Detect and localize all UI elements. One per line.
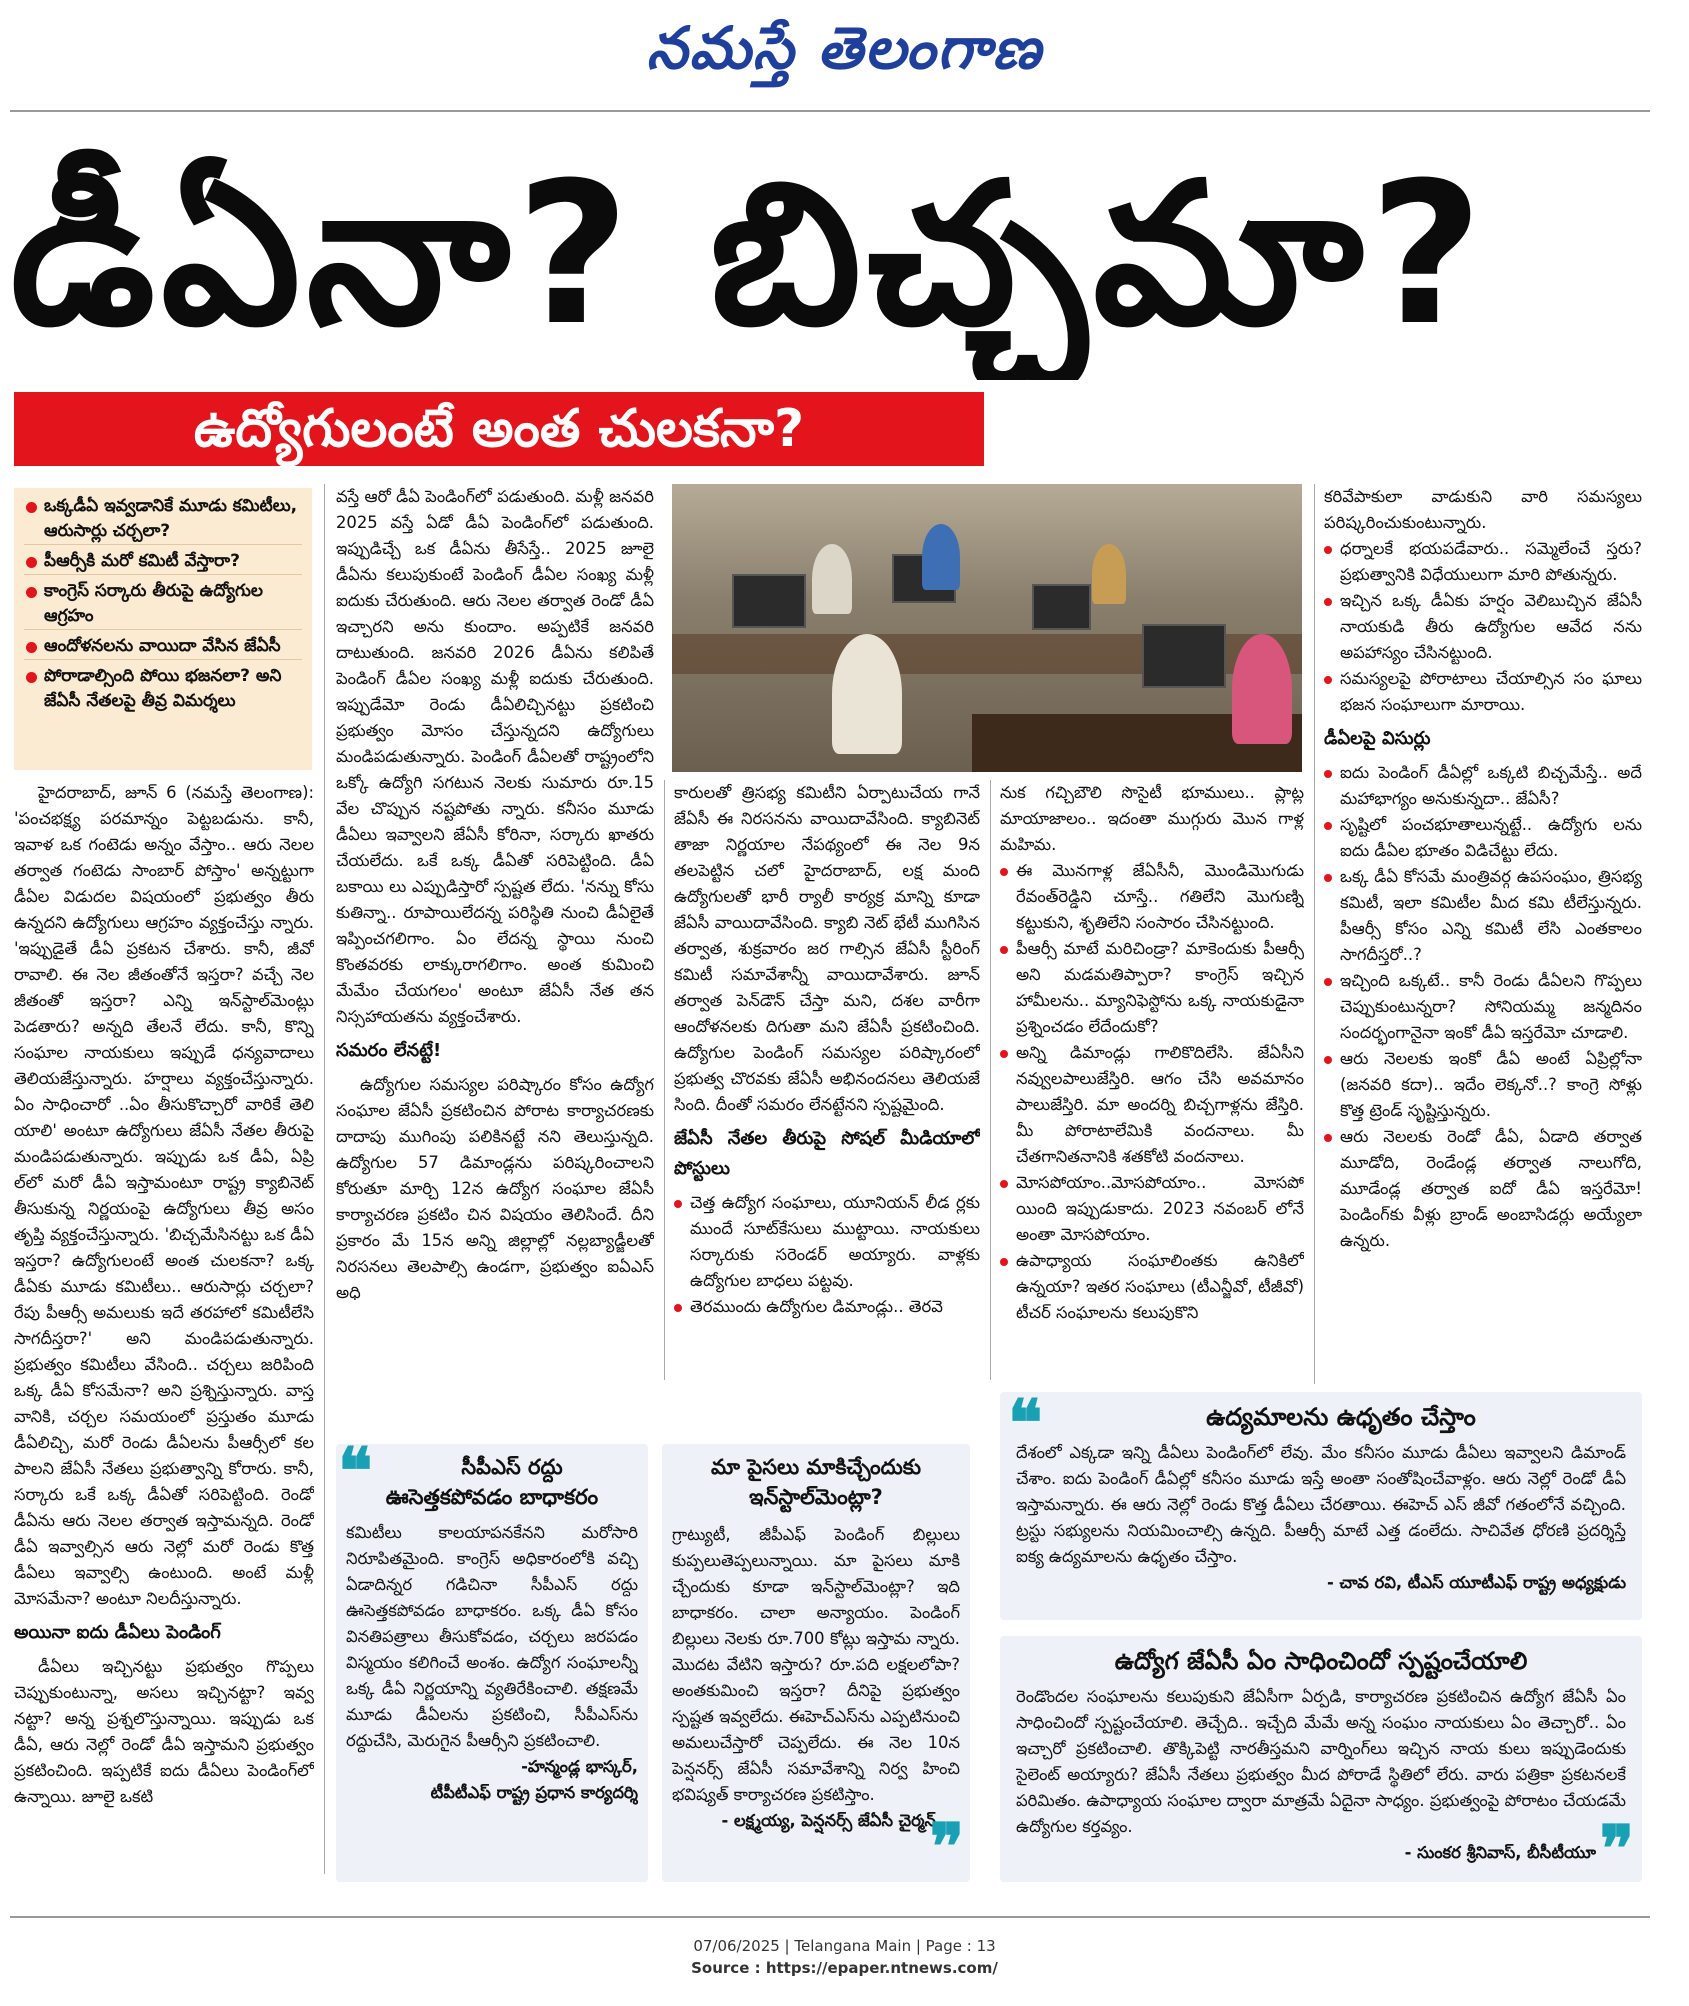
column-divider: [324, 484, 325, 1874]
box-title: సీపీఎస్ రద్దు: [461, 1455, 563, 1479]
article-text: డీఏలు ఇచ్చినట్టు ప్రభుత్వం గొప్పలు చెప్పుకుంటున్నా, అసలు ఇచ్చినట్టా? ఇవ్వ నట్టా? అన్న ప్రశ్నలొస్తున్నాయి. ఇప్పుడు ఒక డీఏ, ఆరు నెల్లో రెండో డీఏ ఇస్తామని ప్రభుత్వం ప్రకటించింది. ఇప్పటికే ఐదు డీఏలు పెండింగ్‌లో ఉన్నాయి. జూలై ఒకటి: [14, 1657, 314, 1806]
footer-source[interactable]: Source : https://epaper.ntnews.com/: [691, 1959, 998, 1977]
highlight-item: పీఆర్సీకి మరో కమిటీ వేస్తారా?: [24, 549, 302, 575]
bullet-item: ధర్నాలకే భయపడేవారు.. సమ్మెలేంచే స్తరు? ప్రభుత్వానికి విధేయులుగా మారి పోతున్నరు.: [1324, 536, 1642, 588]
box-text: రెండొందల సంఘాలను కలుపుకుని జేఏసీగా ఏర్పడి, కార్యాచరణ ప్రకటించిన ఉద్యోగ జేఏసీ ఏం సాధించిందో స్పష్టంచేయాలి. తెచ్చేది.. ఇచ్చేది మేమే అన్న సంఘం నాయకులు ఏం తెచ్చారో.. ఏం ఇచ్చారో ప్రకటించాలి. తొక్కిపెట్టి నారతీస్తమని వార్నింగ్‌లు ఇచ్చిన నాయ కులు ఇప్పుడెందుకు సైలెంట్ అయ్యారు? జేఏసీ నేతలు ప్రభుత్వం మీద పోరాడే స్థితిలో లేరు. వారు పత్రికా ప్రకటనలకే పరిమితం. ఉపాధ్యాయ సంఘాల ద్వారా మాత్రమే ఏదైనా సాధ్యం. ప్రభుత్వంపై పోరాటం చేయడమే ఉద్యోగుల కర్తవ్యం.: [1016, 1687, 1626, 1836]
bullet-item: సమస్యలపై పోరాటాలు చేయాల్సిన సం ఘాలు భజన సంఘాలుగా మారాయి.: [1324, 666, 1642, 718]
box-signature: - చావ రవి, టీఎస్ యూటీఎఫ్ రాష్ట్ర అధ్యక్షుడు: [1327, 1573, 1626, 1592]
bullet-list: [1324, 536, 1642, 718]
column-divider: [664, 780, 665, 1380]
quote-box-pensioners: [662, 1444, 970, 1885]
box-title: ఉద్యమాలను ఉధృతం చేస్తాం: [1206, 1403, 1476, 1431]
column-divider: [990, 780, 991, 1380]
box-text: కమిటీలు కాలయాపనకేనని మరోసారి నిరూపితమైంది. కాంగ్రెస్ అధికారంలోకి వచ్చి ఏడాదిన్నర గడిచినా సీపీఎస్ రద్దు ఊసెత్తకపోవడం బాధాకరం. ఒక్క డీఏ కోసం వినతిపత్రాలు తీసుకోవడం, చర్చలు జరపడం విస్మయం కలిగించే అంశం. ఉద్యోగ సంఘాలన్నీ ఒక్క డీఏ నిర్ణయాన్ని వ్యతిరేకించాలి. తక్షణమే మూడు డీఏలను ప్రకటించి, సీపీఎస్‌ను రద్దుచేసి, మెరుగైన పీఆర్సీని ప్రకటించాలి.: [346, 1523, 638, 1750]
subheadline-bar: ఉద్యోగులంటే అంత చులకనా?: [14, 392, 984, 466]
box-title: ఉద్యోగ జేఏసీ ఏం సాధించిందో స్పష్టంచేయాలి: [1114, 1647, 1528, 1675]
bullet-list: [1000, 858, 1304, 1326]
quote-mark-icon: ❞: [1599, 1812, 1634, 1887]
quote-mark-icon: ❝: [338, 1434, 373, 1509]
article-column-5: [1324, 484, 1642, 1384]
box-text: దేశంలో ఎక్కడా ఇన్ని డీఏలు పెండింగ్‌లో లేవు. మేం కనీసం మూడు డీఏలు ఇవ్వాలని డిమాండ్ చేశాం. ఐదు పెండింగ్ డీఏల్లో కనీసం మూడు ఇస్తే అంతా సంతోషించేవాళ్లం. ఆరు నెల్లో రెండో డీఏ ఇస్తామన్నారు. ఈ ఆరు నెల్లో రెండు కొత్త డీఏలు చేరతాయి. ఈహెచ్ ఎస్ జీవో గతంలోనే వచ్చింది. ట్రస్టు సభ్యులను నియమించాల్సి ఉన్నది. పీఆర్సీ మాటే ఎత్త డంలేదు. సాచివేత ధోరణి ప్రదర్శిస్తే ఐక్య ఉద్యమాలను ఉధృతం చేస్తాం.: [1016, 1443, 1626, 1566]
section-heading: జేఏసీ నేతల తీరుపై సోషల్ మీడియాలో పోస్టులు: [674, 1128, 980, 1179]
bullet-item: సృష్టిలో పంచభూతాలున్నట్టే.. ఉద్యోగు లను ఐదు డీఏల భూతం విడిచేట్టు లేదు.: [1324, 812, 1642, 864]
bullet-item: ఉపాధ్యాయ సంఘాలింతకు ఉనికిలో ఉన్నయా? ఇతర సంఘాలు (టీఎన్జీవో, టీజీవో) టీచర్ సంఘాలను కలుపుకొని: [1000, 1248, 1304, 1326]
bullet-item: అన్ని డిమాండ్లు గాలికొదిలేసి. జేఏసీని నవ్వులపాలుజేస్తిరి. ఆగం చేసి అవమానం పాలుజేస్తిరి. మా అందర్ని బిచ్చగాళ్లను జేస్తిరి. మీ పోరాటాలేమికి వందనాలు. మీ చేతగానితనానికి శతకోటి వందనాలు.: [1000, 1040, 1304, 1170]
quote-mark-icon: ❞: [929, 1810, 964, 1885]
bullet-item: తెరముందు ఉద్యోగుల డిమాండ్లు.. తెరవె: [674, 1294, 980, 1320]
footer-date-page: 07/06/2025 | Telangana Main | Page : 13: [693, 1937, 996, 1955]
box-signature: - సుంకర శ్రీనివాస్, బీసీటీయూ: [1404, 1843, 1596, 1862]
box-signature: -హన్మండ్ల భాస్కర్,: [521, 1757, 638, 1776]
article-column-2: [336, 484, 654, 1384]
bullet-item: ఇచ్చిన ఒక్క డీఏకు హర్షం వెలిబుచ్చిన జేఏసీ నాయకుడి తీరు ఉద్యోగుల ఆవేద నను అపహాస్యం చేసినట్టుంది.: [1324, 588, 1642, 666]
bullet-item: చెత్త ఉద్యోగ సంఘాలు, యూనియన్ లీడ ర్లకు ముందే సూట్‌కేసులు ముట్టాయి. నాయకులు సర్కారుకు సరెండర్ అయ్యారు. వాళ్లకు ఉద్యోగుల బాధలు పట్టవు.: [674, 1190, 980, 1294]
bullet-item: ఇచ్చింది ఒక్కటే.. కానీ రెండు డీఏలని గొప్పలు చెప్పుకుంటున్నరా? సోనియమ్మ జన్మదినం సందర్భంగానైనా ఇంకో డీఏ ఇస్తరేమో చూడాలి.: [1324, 968, 1642, 1046]
article-text: కారులతో త్రిసభ్య కమిటీని ఏర్పాటుచేయ గానే జేఏసీ ఈ నిరసనను వాయిదావేసింది. క్యాబినెట్ తాజా నిర్ణయాల నేపథ్యంలో ఈ నెల 9న తలపెట్టిన చలో హైదరాబాద్, లక్ష మంది ఉద్యోగులతో భారీ ర్యాలీ కార్యక్ర మాన్ని కూడా జేఏసీ వాయిదావేసింది. క్యాబి నెట్ భేటీ ముగిసిన తర్వాత, శుక్రవారం జర గాల్సిన జేఏసీ స్టీరింగ్ కమిటీ సమావేశాన్నీ వాయిదావేశారు. జూన్ తర్వాత పెన్‌డౌన్ చేస్తా మని, దశల వారీగా ఆందోళనలకు దిగుతా మని జేఏసీ ప్రకటించింది. ఉద్యోగుల పెండింగ్ సమస్యల పరిష్కారంలో ప్రభుత్వ చొరవకు జేఏసీ అభినందనలు తెలియజే సింది. దీంతో సమరం లేనట్టేనని స్పష్టమైంది.: [674, 783, 980, 1114]
box-text: గ్రాట్యుటీ, జీపీఎఫ్ పెండింగ్ బిల్లులు కుప్పలుతెప్పలున్నాయి. మా పైసలు మాకి చ్చేందుకు కూడా ఇన్‌స్టాల్‌మెంట్లా? ఇది బాధాకరం. చాలా అన్యాయం. పెండింగ్ బిల్లులు నెలకు రూ.700 కోట్లు ఇస్తామ న్నారు. మొదట వేటిని ఇస్తారు? రూ.పది లక్షలలోపా? అంతకుమించి ఇస్తరా? దీనిపై ప్రభుత్వం స్పష్టత ఇవ్వలేదు. ఈహెచ్‌ఎస్‌ను ఎప్పటినుంచి అమలుచేస్తారో చెప్పలేదు. ఈ నెల 10న పెన్షనర్స్ జేఏసీ సమావేశాన్ని నిర్వ హించి భవిష్యత్ కార్యాచరణ ప్రకటిస్తాం.: [672, 1525, 960, 1804]
bullet-list: [1324, 760, 1642, 1254]
article-column-4: [1000, 780, 1304, 1380]
divider: [10, 1916, 1650, 1918]
bullet-item: పీఆర్సీ మాటే మరిచిండ్రా? మాకెందుకు పీఆర్సీ అని మడమతిప్పారా? కాంగ్రెస్ ఇచ్చిన హామీలను.. మ్యానిఫెస్టోను ఒక్క నాయకుడైనా ప్రశ్నించడం లేదేందుకో?: [1000, 936, 1304, 1040]
bullet-item: ఆరు నెలలకు రెండో డీఏ, ఏడాది తర్వాత మూడోది, రెండేండ్ల తర్వాత నాలుగోది, మూడేండ్ల తర్వాత ఐదో డీఏ ఇస్తరేమో! పెండింగ్‌కు వీళ్లు బ్రాండ్ అంబాసిడర్లు అయ్యేలా ఉన్నరు.: [1324, 1124, 1642, 1254]
article-text: హైదరాబాద్, జూన్ 6 (నమస్తే తెలంగాణ): 'పంచభక్ష్య పరమాన్నం పెట్టబడును. కానీ, ఇవాళ ఒక గంటెడు అన్నం వేస్తాం.. ఆరు నెలల తర్వాత గంటెడు సాంబార్ పోస్తాం' అన్నట్టుగా డీఏల విడుదల విషయంలో ప్రభుత్వం తీరు ఉన్నదని ఉద్యోగులు ఆగ్రహం వ్యక్తంచేస్తు న్నారు. 'ఇప్పుడైతే డీఏ ప్రకటన చేశారు. కానీ, జీవో రావాలి. ఈ నెల జీతంతోనే ఇస్తరా? వచ్చే నెల జీతంతో ఇస్తరా? ఎన్ని ఇన్‌స్టాల్‌మెంట్లు పెడతారు? అన్నది తేలనే లేదు. కానీ, కొన్ని సంఘాల నాయకులు ఇప్పుడే ధన్యవాదాలు తెలియజేస్తున్నారు. హర్షాలు వ్యక్తంచేస్తున్నారు. ఏం సాధించారో ..ఏం తీసుకొచ్చారో వారికే తెలి యాలి' అంటూ ఉద్యోగులు జేఏసీ నేతల తీరుపై మండిపడుతున్నారు. ఇప్పుడు ఒక డీఏ, ఏప్రి ల్‌లో మరో డీఏ ఇస్తామంటూ రాష్ట్ర క్యాబినెట్ తీసుకున్న నిర్ణయంపై ఉద్యోగులు తీవ్ర అసం తృప్తి వ్యక్తంచేస్తున్నారు. 'బిచ్చమేసినట్టు ఒక డీఏ ఇస్తరా? ఉద్యోగులంటే అంత చులకనా? ఒక్క డీఏకు మూడు కమిటీలు.. ఆరుసార్లు చర్చలా? రేపు పీఆర్సీ అమలుకు ఇదే తరహాలో కమిటీలేసి సాగదీస్తరా?' అని మండిపడుతున్నారు. ప్రభుత్వం కమిటీలు వేసింది.. చర్చలు జరిపింది ఒక్క డీఏ కోసమేనా? అని ప్రశ్నిస్తున్నారు. వాస్త వానికి, చర్చల సమయంలో ప్రస్తుతం మూడు డీఏలిచ్చి, మరో రెండు డీఏలను పీఆర్సీలో కల పాలని జేఏసీ నేతలు ప్రభుత్వాన్ని కోరారు. కానీ, సర్కారు ఒకే ఒక్క డీఏతో సరిపెట్టింది. రెండో డీఏను ఆరు నెలల తర్వాత ఇస్తామన్నది. రెండో డీఏ ఇవ్వాల్సిన ఆరు నెల్లో మరో రెండు కొత్త డీఏలు ఇవ్వాల్సి ఉంటుంది. అంటే మళ్లీ మోసమేనా? అంటూ నిలదీస్తున్నారు.: [14, 783, 314, 1608]
quote-box-utf: [1000, 1386, 1642, 1620]
bullet-item: ఈ మొనగాళ్ల జేఏసీనీ, మొండిమొగుడు రేవంత్‌రెడ్డిని చూస్తే.. గతిలేని మొగుణ్ని కట్టుకుని, శృతిలేని సంసారం చేసినట్టుంది.: [1000, 858, 1304, 936]
box-signature: టీపీటీఎఫ్ రాష్ట్ర ప్రధాన కార్యదర్శి: [430, 1783, 638, 1802]
article-column-3: [674, 780, 980, 1380]
page-footer: [0, 1935, 1689, 1979]
highlight-item: ఆందోళనలను వాయిదా వేసిన జేఏసీ: [24, 634, 302, 660]
article-column-1: [14, 780, 314, 1880]
quote-box-bctu: [1000, 1636, 1642, 1887]
highlights-box: [14, 488, 312, 770]
quote-mark-icon: ❝: [1008, 1386, 1043, 1461]
box-title: మా పైసలు మాకిచ్చేందుకు: [711, 1455, 921, 1479]
box-title: ఇన్‌స్టాల్‌మెంట్లా?: [749, 1485, 883, 1509]
highlight-item: పోరాడాల్సింది పోయి భజనలా? అని జేఏసీ నేతలపై తీవ్ర విమర్శలు: [24, 664, 302, 714]
bullet-item: మోసపోయాం..మోసపోయాం.. మోసపో యింది ఇప్పుడుకాదు. 2023 నవంబర్ లోనే అంతా మోసపోయాం.: [1000, 1170, 1304, 1248]
section-heading: అయినా ఐదు డీఏలు పెండింగ్: [14, 1622, 221, 1643]
bullet-item: ఒక్క డీఏ కోసమే మంత్రివర్గ ఉపసంఘం, త్రిసభ్య కమిటీ, ఇలా కమిటీల మీద కమి టీలేస్తున్నరు. పీఆర్సీ కోసం ఎన్ని కమిటీ లేసి ఎంతకాలం సాగదీస్తరో..?: [1324, 864, 1642, 968]
headline: డీఏనా? బిచ్చమా?: [10, 141, 1489, 369]
box-signature: - లక్ష్మయ్య, పెన్షనర్స్ జేఏసీ చైర్మన్: [721, 1811, 936, 1830]
masthead: [0, 0, 1689, 108]
article-text: నుక గచ్చిబౌలి సొసైటీ భూములు.. ప్లాట్ల మాయాజాలం.. ఇదంతా ముగ్గురు మొన గాళ్ల మహిమ.: [1000, 783, 1304, 854]
article-text: వస్తే ఆరో డీఏ పెండింగ్‌లో పడుతుంది. మళ్లీ జనవరి 2025 వస్తే ఏడో డీఏ పెండింగ్‌లో పడుతుంది. ఇప్పుడిచ్చే ఒక డీఏను తీసేస్తే.. 2025 జూలై డీఏను కలుపుకుంటే పెండింగ్ డీఏల సంఖ్య మళ్లీ ఐదుకు చేరుతుంది. ఆరు నెలల తర్వాత రెండో డీఏ ఇచ్చారని అను కుందాం. అప్పటికే జనవరి దాటుతుంది. జనవరి 2026 డీఏను కలిపితే పెండింగ్ డీఏల సంఖ్య మళ్లీ ఐదుకు చేరుతుంది. ఇప్పుడేమో రెండు డీఏలిచ్చినట్టు ప్రకటించి ప్రభుత్వం మోసం చేస్తున్నదని ఉద్యోగులు మండిపడుతున్నారు. పెండింగ్ డీఏలతో రాష్ట్రంలోని ఒక్కో ఉద్యోగి సగటున నెలకు సుమారు రూ.15 వేల చొప్పున నష్టపోతు న్నారు. కనీసం మూడు డీఏలు ఇవ్వాలని జేఏసీ కోరినా, సర్కారు ఖాతరు చేయలేదు. ఒకే ఒక్క డీఏతో సరిపెట్టింది. డీఏ బకాయి లు ఎప్పుడిస్తారో స్పష్టత లేదు. 'నన్ను కోసు కుతిన్నా.. రూపాయిలేదన్న పరిస్థితి నుంచి డీఏలైతే ఇప్పించగలిగాం. ఏం లేదన్న స్థాయి నుంచి కొంతవరకు లాక్కురాగలిగాం. అంత కుమించి మేమేం చేయగలం' అంటూ జేఏసీ నేత తన నిస్సహాయతను వ్యక్తంచేశారు.: [336, 487, 654, 1026]
highlight-item: కాంగ్రెస్ సర్కారు తీరుపై ఉద్యోగుల ఆగ్రహం: [24, 579, 302, 630]
article-text: కరివేపాకులా వాడుకుని వారి సమస్యలు పరిష్కరించుకుంటున్నారు.: [1324, 487, 1642, 532]
divider: [10, 110, 1650, 112]
article-text: ఉద్యోగుల సమస్యల పరిష్కారం కోసం ఉద్యోగ సంఘాల జేఏసీ ప్రకటించిన పోరాట కార్యాచరణకు దాదాపు ముగింపు పలికినట్టే నని తెలుస్తున్నది. ఉద్యోగుల 57 డిమాండ్లను పరిష్కరించాలని కోరుతూ మార్చి 12న ఉద్యోగ సంఘాల జేఏసీ కార్యాచరణ ప్రకటిం చిన విషయం తెలిసిందే. దీని ప్రకారం మే 15న అన్ని జిల్లాల్లో నల్లబ్యాడ్జీలతో నిరసనలు తెలపాల్సి ఉండగా, ప్రభుత్వం ఐఏఎస్ అధి: [336, 1075, 654, 1302]
highlight-item: ఒక్కడీఏ ఇవ్వడానికే మూడు కమిటీలు, ఆరుసార్లు చర్చలా?: [24, 494, 302, 545]
bullet-item: ఐదు పెండింగ్ డీఏల్లో ఒక్కటి బిచ్చమేస్తే.. అదే మహాభాగ్యం అనుకున్నదా.. జేఏసీ?: [1324, 760, 1642, 812]
newspaper-logo: నమస్తే తెలంగాణ: [646, 14, 1043, 82]
box-title: ఊసెత్తకపోవడం బాధాకరం: [385, 1485, 599, 1509]
column-divider: [1314, 484, 1315, 1384]
bullet-list: [674, 1190, 980, 1320]
section-heading: సమరం లేనట్టే!: [336, 1040, 442, 1061]
quote-box-cps: [336, 1434, 648, 1882]
bullet-item: ఆరు నెలలకు ఇంకో డీఏ అంటే ఏప్రిల్లోనా (జనవరి కదా).. ఇదేం లెక్కనో..? కాంగ్రె సోళ్లు కొత్త ట్రెండ్ సృష్టిస్తున్నరు.: [1324, 1046, 1642, 1124]
section-heading: డీఏలపై విసుర్లు: [1324, 728, 1431, 749]
office-photo: [672, 484, 1302, 772]
